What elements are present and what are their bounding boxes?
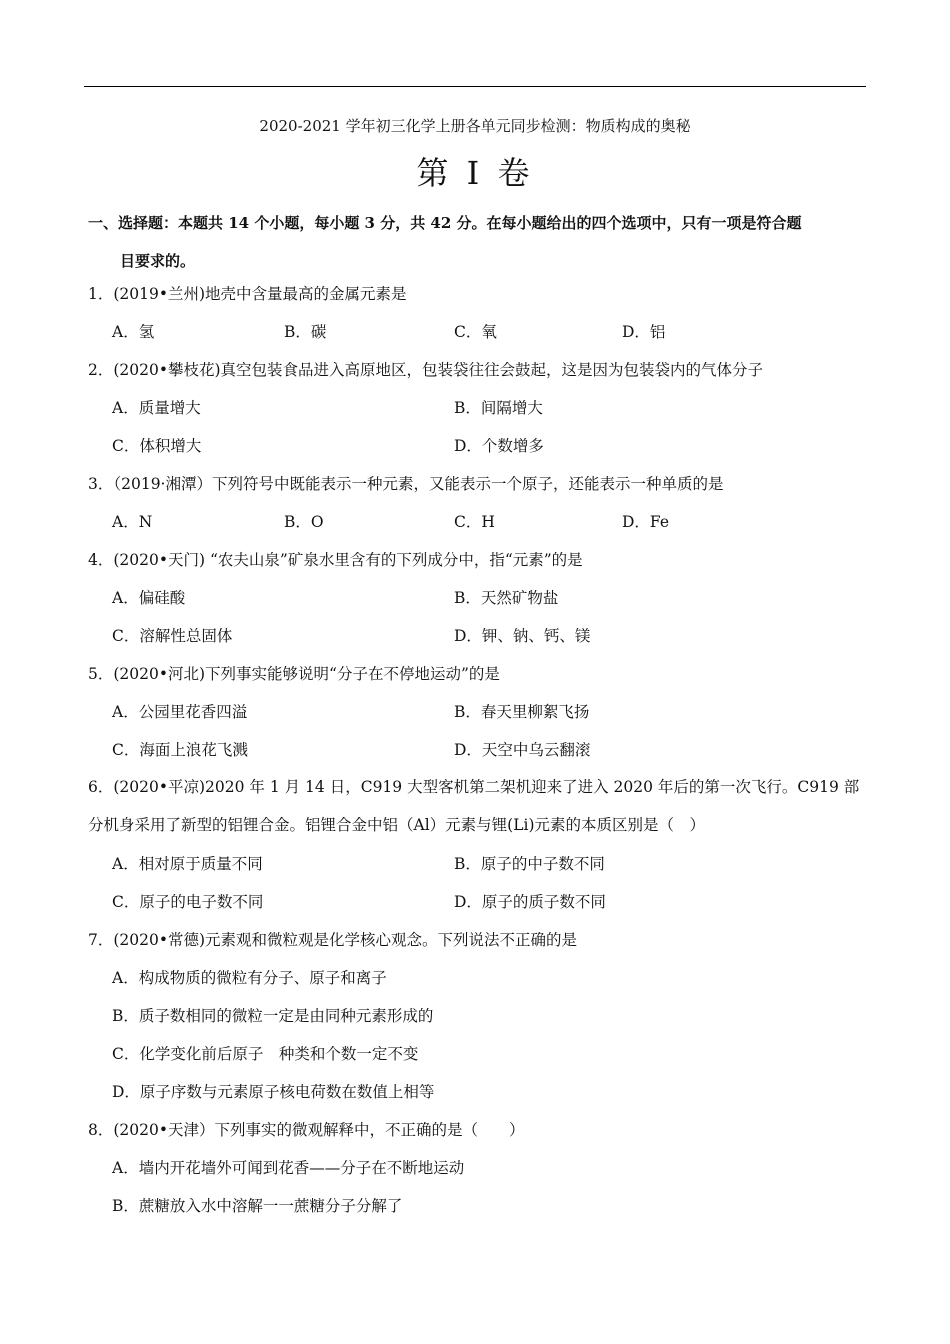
question-1: 1．(2019•兰州)地壳中含量最高的金属元素是 bbox=[88, 285, 407, 303]
option-b: B．间隔增大 bbox=[454, 399, 543, 417]
option-a: A．偏硅酸 bbox=[112, 589, 186, 607]
option-b: B．原子的中子数不同 bbox=[454, 855, 605, 873]
option-d: D．原子的质子数不同 bbox=[454, 893, 606, 911]
option-a: A．构成物质的微粒有分子、原子和离子 bbox=[112, 969, 387, 987]
option-d: D．天空中乌云翻滚 bbox=[454, 741, 591, 759]
options-row bbox=[112, 396, 872, 420]
option-a: A．公园里花香四溢 bbox=[112, 703, 248, 721]
options-row bbox=[112, 1156, 872, 1180]
header-rule bbox=[84, 86, 866, 87]
option-d: D．钾、钠、钙、镁 bbox=[454, 627, 591, 645]
volume-title: 第 I 卷 bbox=[416, 154, 534, 192]
document-title: 2020-2021 学年初三化学上册各单元同步检测：物质构成的奥秘 bbox=[259, 117, 691, 135]
option-d: D．铝 bbox=[622, 323, 666, 341]
question-5: 5．(2020•河北)下列事实能够说明“分子在不停地运动”的是 bbox=[88, 665, 500, 683]
option-b: B．质子数相同的微粒一定是由同种元素形成的 bbox=[112, 1007, 434, 1025]
section-line-2: 目要求的。 bbox=[120, 252, 196, 270]
options-row bbox=[112, 852, 872, 876]
options-row bbox=[112, 320, 872, 344]
section-instructions bbox=[88, 204, 868, 280]
options-row bbox=[112, 966, 872, 990]
options-row bbox=[112, 1004, 872, 1028]
options-row bbox=[112, 434, 872, 458]
options-row bbox=[112, 624, 872, 648]
question-7: 7．(2020•常德)元素观和微粒观是化学核心观念。下列说法不正确的是 bbox=[88, 931, 578, 949]
option-c: C．体积增大 bbox=[112, 437, 202, 455]
section-line-1: 一、选择题：本题共 14 个小题，每小题 3 分，共 42 分。在每小题给出的四个选项中，只有一项是符合题 bbox=[88, 214, 802, 232]
options-row bbox=[112, 890, 872, 914]
option-b: B．O bbox=[284, 513, 324, 531]
options-row bbox=[112, 1042, 872, 1066]
option-b: B．春天里柳絮飞扬 bbox=[454, 703, 590, 721]
option-b: B．蔗糖放入水中溶解一一蔗糖分子分解了 bbox=[112, 1197, 403, 1215]
options-row bbox=[112, 1194, 872, 1218]
question-8: 8．(2020•天津）下列事实的微观解释中，不正确的是（ ） bbox=[88, 1121, 525, 1139]
option-c: C．原子的电子数不同 bbox=[112, 893, 264, 911]
option-d: D．原子序数与元素原子核电荷数在数值上相等 bbox=[112, 1083, 435, 1101]
option-c: C．氧 bbox=[454, 323, 497, 341]
option-a: A．墙内开花墙外可闻到花香——分子在不断地运动 bbox=[112, 1159, 465, 1177]
option-c: C．H bbox=[454, 513, 495, 531]
option-a: A．质量增大 bbox=[112, 399, 201, 417]
option-c: C．化学变化前后原子 种类和个数一定不变 bbox=[112, 1045, 419, 1063]
option-c: C．溶解性总固体 bbox=[112, 627, 233, 645]
option-a: A．氢 bbox=[112, 323, 155, 341]
option-a: A．N bbox=[112, 513, 153, 531]
option-b: B．天然矿物盐 bbox=[454, 589, 559, 607]
option-d: D．Fe bbox=[622, 513, 670, 531]
options-row bbox=[112, 738, 872, 762]
options-row bbox=[112, 510, 872, 534]
option-c: C．海面上浪花飞溅 bbox=[112, 741, 248, 759]
options-row bbox=[112, 1080, 872, 1104]
option-b: B．碳 bbox=[284, 323, 327, 341]
question-6: 6．(2020•平凉)2020 年 1 月 14 日，C919 大型客机第二架机迎来了进入 2020 年后的第一次飞行。C919 部分机身采用了新型的铝锂合金。铝锂合金中铝（Al）元素与锂(Li)元素的本质区别是（ ） bbox=[88, 778, 860, 834]
question-3: 3．（2019·湘潭）下列符号中既能表示一种元素，又能表示一个原子，还能表示一种单质的是 bbox=[88, 475, 724, 493]
options-row bbox=[112, 700, 872, 724]
option-a: A．相对原于质量不同 bbox=[112, 855, 263, 873]
question-4: 4．(2020•天门) “农夫山泉”矿泉水里含有的下列成分中，指“元素”的是 bbox=[88, 551, 583, 569]
option-d: D．个数增多 bbox=[454, 437, 544, 455]
question-2: 2．(2020•攀枝花)真空包装食品进入高原地区，包装袋往往会鼓起，这是因为包装袋内的气体分子 bbox=[88, 361, 764, 379]
options-row bbox=[112, 586, 872, 610]
